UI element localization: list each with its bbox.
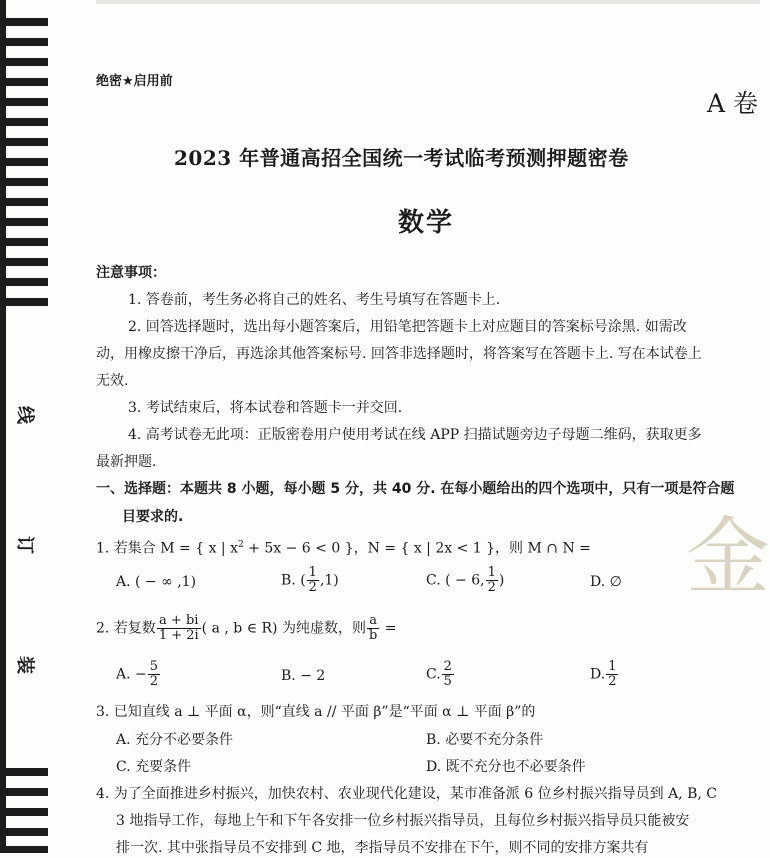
q3-option-d: D. 既不充分也不必要条件 [426,759,586,775]
q2-d-num: 1 [608,659,617,674]
q1-b-pre: B. ( [281,572,306,589]
binding-label-bind: 装 [14,656,35,674]
notice-item: 3. 考试结束后，将本试卷和答题卡一并交回. [128,400,403,416]
exam-page [96,0,770,856]
q1-c-num: 1 [487,565,496,580]
binding-stripe [0,58,48,66]
binding-stripe [0,98,48,106]
q2-c-pre: C. [426,666,441,683]
binding-stripe [0,238,48,246]
binding-label-order: 订 [14,536,35,554]
binding-stripe [0,38,48,46]
q2-a-fraction [148,660,160,689]
notice-item: 1. 答卷前，考生务必将自己的姓名、考生号填写在答题卡上. [128,292,501,308]
notice-item: 无效. [96,373,129,389]
section-heading: 一、选择题：本题共 8 小题，每小题 5 分，共 40 分. 在每小题给出的四个选项中，只有一项是符合题 [96,481,735,497]
binding-stripe [0,828,48,836]
notice-heading: 注意事项： [96,265,166,281]
binding-stripe [0,198,48,206]
binding-stripe [0,846,48,853]
q2-fraction-ab [367,614,379,643]
page-top-edge [96,0,760,4]
subject-title: 数学 [398,208,455,238]
q1-option-d: D. ∅ [590,574,622,590]
q2-option-c [426,660,455,689]
q2-fraction [157,614,201,643]
binding-stripe [0,258,48,266]
notice-item: 最新押题. [96,454,157,470]
binding-stripe [0,218,48,226]
binding-strip [0,0,52,853]
q1-text-rest: + 5x − 6 < 0 }，N = { x | 2x < 1 }，则 M ∩ N = [243,540,591,557]
section-heading-cont: 目要求的. [122,509,184,525]
q2-c-fraction [442,660,454,689]
q2-d-den: 2 [608,674,617,689]
q1-b-fraction [307,566,319,595]
volume-label: A 卷 [706,89,758,118]
q1-c-pre: C. ( − 6, [426,572,485,589]
binding-stripe [0,138,48,146]
q1-b-num: 1 [308,565,317,580]
question-4-stem: 4. 为了全面推进乡村振兴，加快农村、农业现代化建设，某市准备派 6 位乡村振兴指导员到 A, B, C [96,786,717,802]
question-4-stem-cont: 3 地指导工作，每地上午和下午各安排一位乡村振兴指导员，且每位乡村振兴指导员只能被安 [116,813,690,829]
question-2-stem [96,614,396,643]
binding-label-line: 线 [14,406,35,424]
q2-text-mid: ( a , b ∈ R) 为纯虚数，则 [201,620,366,637]
q1-b-den: 2 [308,580,317,595]
confidential-label: 绝密★启用前 [96,74,173,89]
q1-option-b [281,566,339,595]
q3-option-b: B. 必要不充分条件 [426,732,544,748]
binding-stripe [0,18,48,26]
q3-option-c: C. 充要条件 [116,759,192,775]
q2-a-num: 5 [149,659,159,674]
binding-stripe [0,78,48,86]
q1-b-post: ,1) [319,572,339,589]
binding-stripe [0,808,48,816]
q3-option-a: A. 充分不必要条件 [116,732,234,748]
binding-stripe [0,158,48,166]
notice-item: 2. 回答选择题时，选出每小题答案后，用铅笔把答题卡上对应题目的答案标号涂黑. 如需改 [128,319,687,335]
binding-stripe [0,178,48,186]
q2-d-pre: D. [590,666,606,683]
binding-stripe [0,768,48,776]
q1-c-fraction [486,566,498,595]
q2-d-fraction [606,660,618,689]
binding-stripe [0,278,48,286]
q2-c-num: 2 [443,659,452,674]
question-4-stem-cont2: 排一次. 其中张指导员不安排到 C 地，李指导员不安排在下午，则不同的安排方案共有 [116,840,649,856]
q1-text: 1. 若集合 M = { x | x [96,540,238,557]
notice-item: 4. 高考试卷无此项：正版密卷用户使用考试在线 APP 扫描试题旁边子母题二维码，获取更多 [128,427,702,443]
exam-title: 2023 年普通高招全国统一考试临考预测押题密卷 [174,146,629,170]
q2-num: a + bi [157,614,201,629]
binding-stripe [0,788,48,796]
binding-edge [0,0,6,853]
q2-text-end: = [380,620,397,637]
q2-num2: a [367,614,379,629]
binding-stripe [0,298,48,306]
q2-den2: b [368,628,378,643]
q2-den: 1 + 2i [158,628,199,643]
question-1-stem [96,535,591,559]
q1-superscript: 2 [238,540,244,550]
q2-a-den: 2 [149,674,159,689]
binding-stripe [0,118,48,126]
q1-option-c [426,566,504,595]
q2-option-b: B. − 2 [281,668,326,684]
q2-option-d [590,660,619,689]
q2-text: 2. 若复数 [96,620,156,637]
q1-option-a: A. ( − ∞ ,1) [116,574,197,590]
question-3-stem: 3. 已知直线 a ⊥ 平面 α，则“直线 a // 平面 β”是“平面 α ⊥ 平面 β”的 [96,704,536,720]
q1-c-post: ) [498,572,505,589]
watermark-logo: 金 [686,508,770,606]
q1-c-den: 2 [487,580,496,595]
notice-item: 动，用橡皮擦干净后，再选涂其他答案标号. 回答非选择题时，将答案写在答题卡上. 写在本试卷上 [96,346,702,362]
q2-option-a [116,660,161,689]
q2-c-den: 5 [443,674,452,689]
q2-a-pre: A. − [116,666,147,683]
